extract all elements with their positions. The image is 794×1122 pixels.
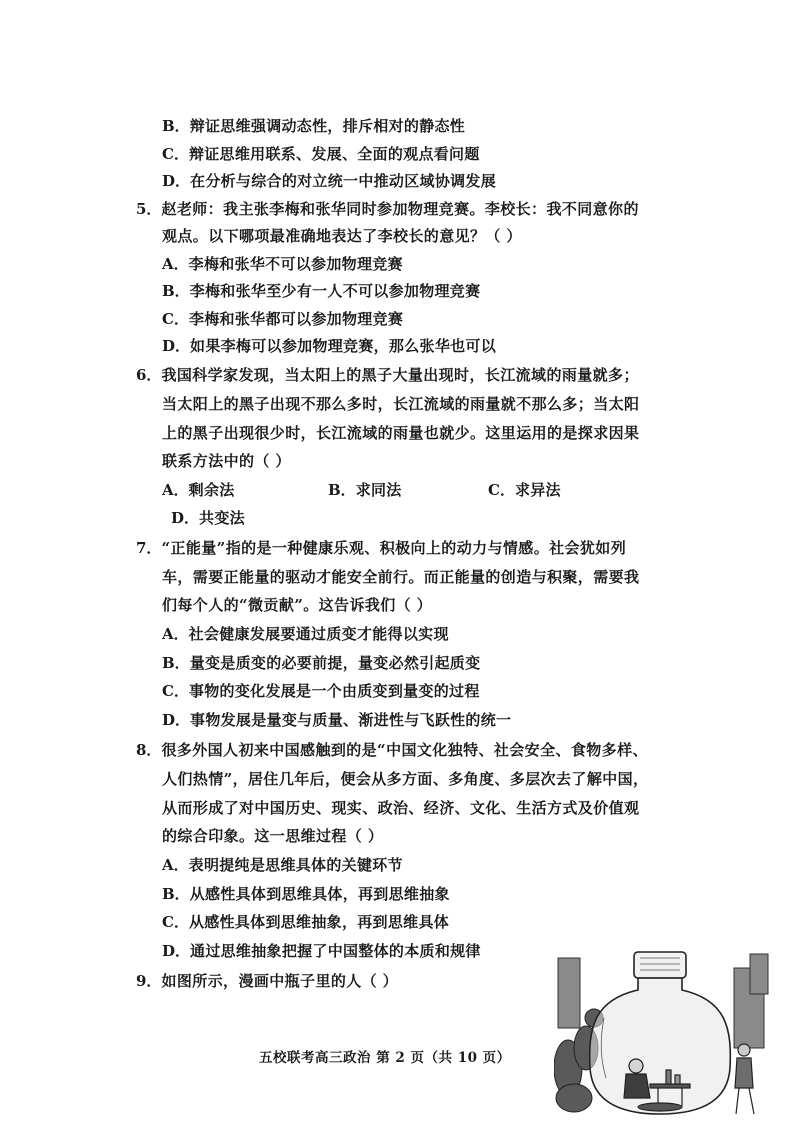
q7-line-1 [136,538,626,558]
option-letter: C． [162,682,189,700]
question-text: 如图所示，漫画中瓶子里的人（ ） [161,972,399,990]
option-letter: B． [162,282,190,300]
question-number: 7． [136,539,162,557]
question-number: 8． [136,741,162,759]
q5-option-c [162,309,403,329]
q4-option-c [162,144,480,164]
question-number: 5． [136,200,162,218]
option-text: 表明提纯是思维具体的关键环节 [188,856,403,874]
option-letter: D． [162,172,191,190]
q5-line-2: 观点。以下哪项最准确地表达了李校长的意见？（ ） [162,227,522,245]
option-letter: A． [162,625,189,643]
option-text: 社会健康发展要通过质变才能得以实现 [188,625,449,643]
q7-option-c [162,681,480,701]
q7-line-2: 车，需要正能量的驱动才能安全前行。而正能量的创造与积聚，需要我 [162,568,640,586]
option-letter: D． [162,942,191,960]
option-text: 通过思维抽象把握了中国整体的本质和规律 [190,942,481,960]
q8-option-d [162,941,481,961]
q5-line-1 [136,199,639,219]
q5-option-b [162,281,480,301]
q6-line-3: 上的黑子出现很少时，长江流域的雨量也就少。这里运用的是探求因果 [162,424,640,442]
q8-line-3: 从而形成了对中国历史、现实、政治、经济、文化、生活方式及价值观 [162,799,640,817]
question-text: 很多外国人初来中国感触到的是“中国文化独特、社会安全、食物多样、 [161,741,648,759]
option-letter: C． [162,913,189,931]
option-letter: A． [162,481,189,499]
q8-option-b [162,884,450,904]
option-text: 在分析与综合的对立统一中推动区域协调发展 [190,172,497,190]
q4-option-d [162,171,496,191]
option-letter: C． [162,310,189,328]
option-text: 李梅和张华至少有一人不可以参加物理竞赛 [189,282,481,300]
option-text: 事物发展是量变与质量、渐进性与飞跃性的统一 [190,711,512,729]
option-letter: B． [162,654,190,672]
q6-option-b [328,480,402,500]
q6-option-c [488,480,561,500]
question-text: “正能量”指的是一种健康乐观、积极向上的动力与情感。社会犹如列 [161,539,627,557]
q7-option-a [162,624,449,644]
question-text: 我国科学家发现，当太阳上的黑子大量出现时，长江流域的雨量就多； [161,366,639,384]
bottle-cartoon-illustration [554,948,770,1120]
option-text: 量变是质变的必要前提，量变必然引起质变 [189,654,481,672]
option-text: 剩余法 [188,481,235,499]
option-letter: D． [171,509,200,527]
option-text: 事物的变化发展是一个由质变到量变的过程 [188,682,480,700]
option-letter: B． [162,117,190,135]
option-text: 求同法 [355,481,402,499]
option-text: 辩证思维强调动态性，排斥相对的静态性 [189,117,466,135]
option-text: 从感性具体到思维抽象，再到思维具体 [188,913,450,931]
option-text: 求异法 [514,481,561,499]
option-text: 李梅和张华都可以参加物理竞赛 [188,310,404,328]
q5-option-a [162,254,403,274]
q8-line-1 [136,740,648,760]
page-footer: 五校联考高三政治 第 2 页（共 10 页） [259,1050,511,1066]
option-letter: D． [162,337,191,355]
option-letter: A． [162,255,189,273]
q6-line-2: 当太阳上的黑子出现不那么多时，长江流域的雨量就不那么多；当太阳 [162,395,640,413]
q6-line-1 [136,365,639,385]
q8-option-a [162,855,403,875]
option-text: 辩证思维用联系、发展、全面的观点看问题 [188,145,480,163]
option-text: 共变法 [199,509,245,527]
q7-line-3: 们每个人的“微贡献”。这告诉我们（ ） [162,596,433,614]
question-number: 9． [136,972,162,990]
q5-option-d [162,336,496,356]
option-letter: C． [488,481,515,499]
q6-line-4: 联系方法中的（ ） [162,452,291,470]
q8-line-2: 人们热情”，居住几年后，便会从多方面、多角度、多层次去了解中国， [162,770,649,788]
option-text: 从感性具体到思维具体，再到思维抽象 [189,885,450,903]
q9-line-1 [136,971,398,991]
q7-option-d [162,710,511,730]
option-letter: B． [328,481,356,499]
q8-option-c [162,912,449,932]
q8-line-4: 的综合印象。这一思维过程（ ） [162,827,384,845]
option-letter: B． [162,885,190,903]
q6-option-a [162,480,235,500]
option-text: 李梅和张华不可以参加物理竞赛 [188,255,403,273]
option-letter: A． [162,856,189,874]
question-text: 赵老师：我主张李梅和张华同时参加物理竞赛。李校长：我不同意你的 [161,200,639,218]
option-letter: D． [162,711,191,729]
option-letter: C． [162,145,189,163]
q6-option-d [171,508,245,528]
q4-option-b [162,116,465,136]
option-text: 如果李梅可以参加物理竞赛，那么张华也可以 [190,337,497,355]
q7-option-b [162,653,480,673]
question-number: 6． [136,366,162,384]
